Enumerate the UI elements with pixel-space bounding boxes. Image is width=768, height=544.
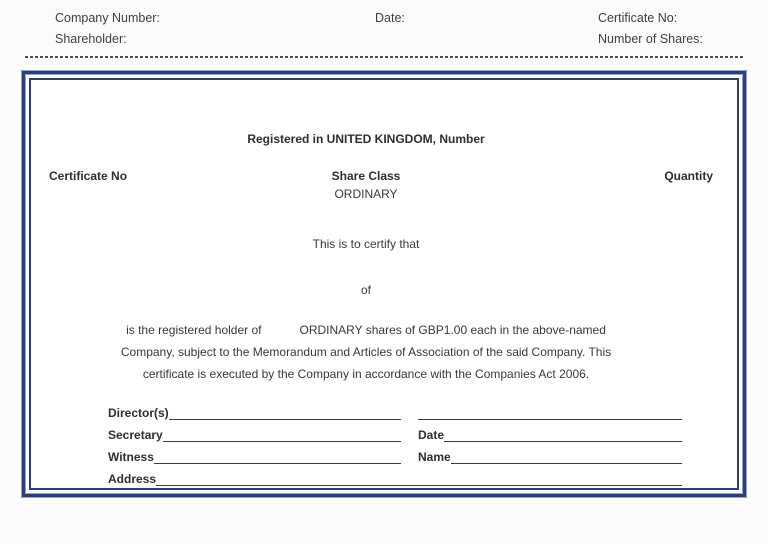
statement-line-2: Company, subject to the Memorandum and Articles of Association of the said Company. This bbox=[120, 345, 612, 359]
certificate-no-label: Certificate No: bbox=[598, 11, 678, 25]
address-line bbox=[156, 484, 682, 486]
shareholder-label: Shareholder: bbox=[55, 32, 127, 46]
statement-line-1 bbox=[31, 323, 701, 345]
address-row bbox=[108, 464, 682, 486]
certificate-border bbox=[22, 71, 746, 497]
dashed-separator bbox=[25, 56, 745, 58]
secretary-date-row bbox=[108, 420, 682, 442]
company-number-label: Company Number: bbox=[55, 11, 160, 25]
address-label: Address bbox=[108, 472, 157, 486]
certificate-body bbox=[29, 78, 739, 490]
date-label: Date: bbox=[375, 11, 405, 25]
witness-label: Witness bbox=[108, 450, 154, 464]
name-field-label: Name bbox=[418, 450, 451, 464]
statement-line-3: certificate is executed by the Company in accordance with the Companies Act 2006. bbox=[142, 367, 590, 381]
number-of-shares-label: Number of Shares: bbox=[598, 32, 703, 46]
quantity-column-label: Quantity bbox=[664, 169, 713, 183]
name-field bbox=[418, 451, 682, 464]
certify-line: This is to certify that bbox=[312, 237, 420, 251]
secretary-label: Secretary bbox=[108, 428, 163, 442]
registered-heading: Registered in UNITED KINGDOM, Number bbox=[247, 132, 485, 146]
statement-line-1-start: is the registered holder of bbox=[126, 323, 262, 337]
certificate-no-column-label: Certificate No bbox=[49, 169, 128, 183]
share-class-column-label: Share Class bbox=[331, 169, 401, 183]
of-line: of bbox=[360, 283, 371, 297]
share-class-value: ORDINARY bbox=[334, 187, 398, 201]
secretary-field bbox=[108, 429, 401, 442]
certificate-header bbox=[0, 0, 768, 64]
certificate-statement bbox=[31, 323, 701, 389]
statement-line-1-end: ORDINARY shares of GBP1.00 each in the above-named bbox=[299, 323, 606, 337]
director-field bbox=[108, 407, 401, 420]
witness-field bbox=[108, 451, 401, 464]
date-field bbox=[418, 429, 682, 442]
witness-name-row bbox=[108, 442, 682, 464]
director-label: Director(s) bbox=[108, 406, 169, 420]
address-field bbox=[108, 473, 682, 486]
director-signature-row bbox=[108, 398, 682, 420]
certificate-columns-row bbox=[31, 169, 737, 185]
date-field-label: Date bbox=[418, 428, 445, 442]
